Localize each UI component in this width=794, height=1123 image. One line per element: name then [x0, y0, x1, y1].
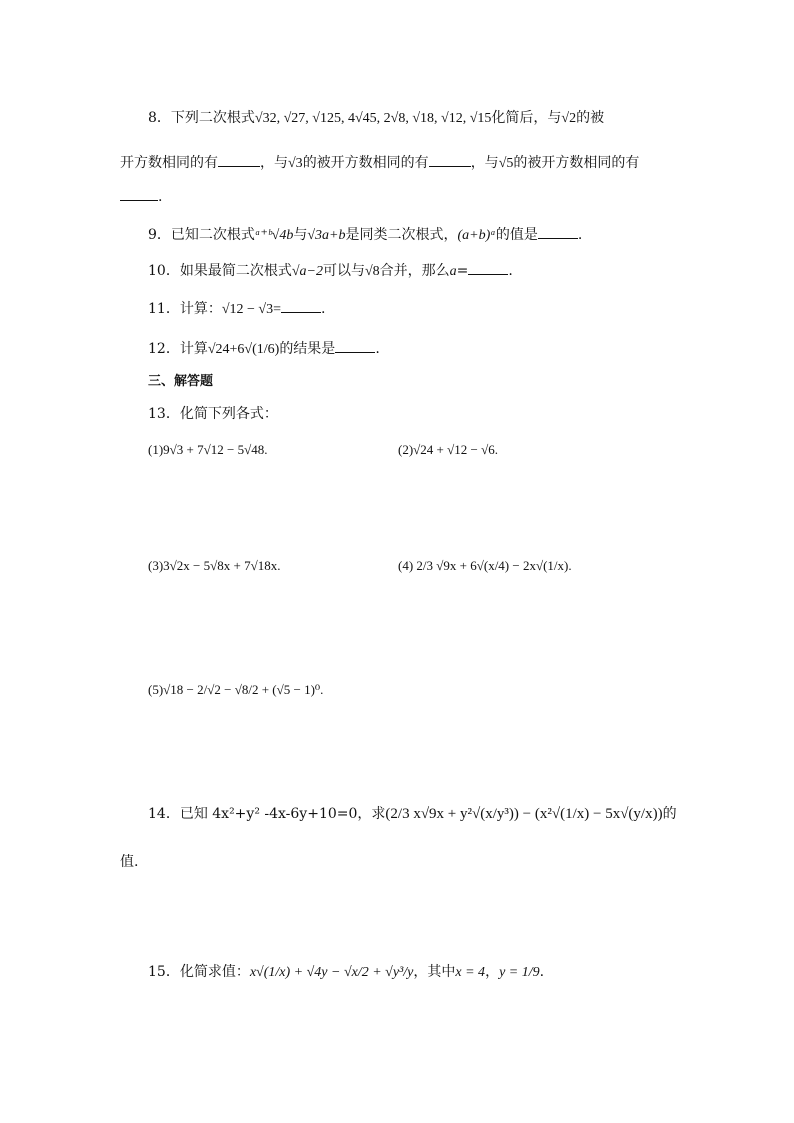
- q15-cond-y: y = 1/9: [499, 965, 540, 980]
- q8-ref-sqrt3: √3: [288, 156, 303, 171]
- q14-prefix: 14．已知 4x²+y² -4x-6y+10=0，求: [148, 806, 386, 822]
- q10-mid: 可以与: [322, 263, 365, 279]
- question-9: [148, 224, 582, 246]
- q11-prefix: 11．计算：: [148, 301, 222, 317]
- question-14-line-1: [148, 804, 677, 824]
- q14-expr: (2/3 x√9x + y²√(x/y³)) − (x²√(1/x) − 5x√(y/x)): [385, 806, 663, 822]
- question-8-line-1: [148, 108, 604, 129]
- question-13-title: 13．化简下列各式：: [148, 406, 278, 422]
- q11-expr: √12 − √3=: [221, 302, 281, 317]
- q15-expr: x√(1/x) + √4y − √x/2 + √y³/y: [249, 965, 414, 980]
- q10-expr-1: √a−2: [291, 264, 323, 279]
- q12-end: .: [375, 341, 380, 357]
- q8-end-1: 的被: [576, 110, 605, 126]
- q14-suffix: 的: [662, 806, 677, 822]
- question-14-line-2: 值.: [120, 854, 139, 870]
- q10-end: .: [508, 263, 513, 279]
- question-10: [148, 260, 513, 282]
- q15-cond-x: x = 4: [455, 965, 486, 980]
- q10-expr-2: √8: [364, 264, 380, 279]
- q8-ref-sqrt5: √5: [498, 156, 514, 171]
- q13-part-1: (1)9√3 + 7√12 − 5√48.: [148, 442, 268, 457]
- q15-prefix: 15．化简求值：: [148, 964, 250, 980]
- q12-suffix: 的结果是: [279, 341, 336, 357]
- q9-prefix: 9．已知二次根式: [148, 227, 255, 243]
- q10-eq: =: [456, 263, 469, 279]
- q9-expr-2: √3a+b: [307, 228, 346, 243]
- question-8-line-3: [120, 186, 162, 207]
- q13-part-2: (2)√24 + √12 − √6.: [398, 442, 498, 457]
- q11-blank[interactable]: [281, 298, 321, 313]
- q9-blank[interactable]: [538, 224, 578, 239]
- q8-line2-e: 的被开方数相同的有: [513, 155, 640, 171]
- q8-line2-a: 开方数相同的有: [120, 155, 218, 171]
- q9-mid: 与: [293, 227, 308, 243]
- q8-ref-sqrt2: √2: [561, 111, 577, 126]
- q9-mid-2: 是同类二次根式，: [345, 227, 458, 243]
- q8-end-3: .: [158, 189, 163, 205]
- question-11: [148, 298, 325, 320]
- q15-mid: ，其中: [413, 964, 456, 980]
- q15-sep: ，: [485, 964, 500, 980]
- q11-end: .: [321, 301, 326, 317]
- q12-blank[interactable]: [335, 338, 375, 353]
- q8-blank-3[interactable]: [120, 186, 158, 201]
- question-15: [148, 962, 544, 983]
- q8-line2-d: ，与: [470, 155, 499, 171]
- q12-expr: √24+6√(1/6): [207, 342, 280, 357]
- q8-blank-1[interactable]: [218, 152, 260, 167]
- q8-radicals: √32, √27, √125, 4√45, 2√8, √18, √12, √15: [254, 111, 492, 126]
- question-12: [148, 338, 380, 360]
- q10-blank[interactable]: [468, 260, 508, 275]
- question-8-line-2: [120, 152, 639, 174]
- q8-line2-b: ，与: [260, 155, 288, 171]
- q9-expr-1: ᵃ⁺ᵇ√4b: [254, 228, 294, 243]
- q8-blank-2[interactable]: [429, 152, 471, 167]
- q13-part-3: (3)3√2x − 5√8x + 7√18x.: [148, 558, 281, 573]
- q13-part-4: (4) 2/3 √9x + 6√(x/4) − 2x√(1/x).: [398, 558, 572, 573]
- q8-suffix: 化简后，与: [491, 110, 562, 126]
- q8-line2-c: 的被开方数相同的有: [302, 155, 429, 171]
- q9-end: .: [577, 227, 583, 243]
- q10-suffix: 合并，那么: [379, 263, 450, 279]
- q10-prefix: 10．如果最简二次根式: [148, 263, 292, 279]
- q10-var: a: [449, 264, 457, 279]
- q9-expr-3: (a+b)ᵃ: [457, 228, 496, 243]
- q13-part-5: (5)√18 − 2/√2 − √8/2 + (√5 − 1)⁰.: [148, 682, 324, 697]
- q15-end: .: [539, 964, 545, 980]
- q12-prefix: 12．计算: [148, 341, 208, 357]
- section-heading-3: 三、解答题: [148, 374, 214, 389]
- q8-prefix: 8．下列二次根式: [148, 110, 255, 126]
- q9-suffix: 的值是: [495, 227, 538, 243]
